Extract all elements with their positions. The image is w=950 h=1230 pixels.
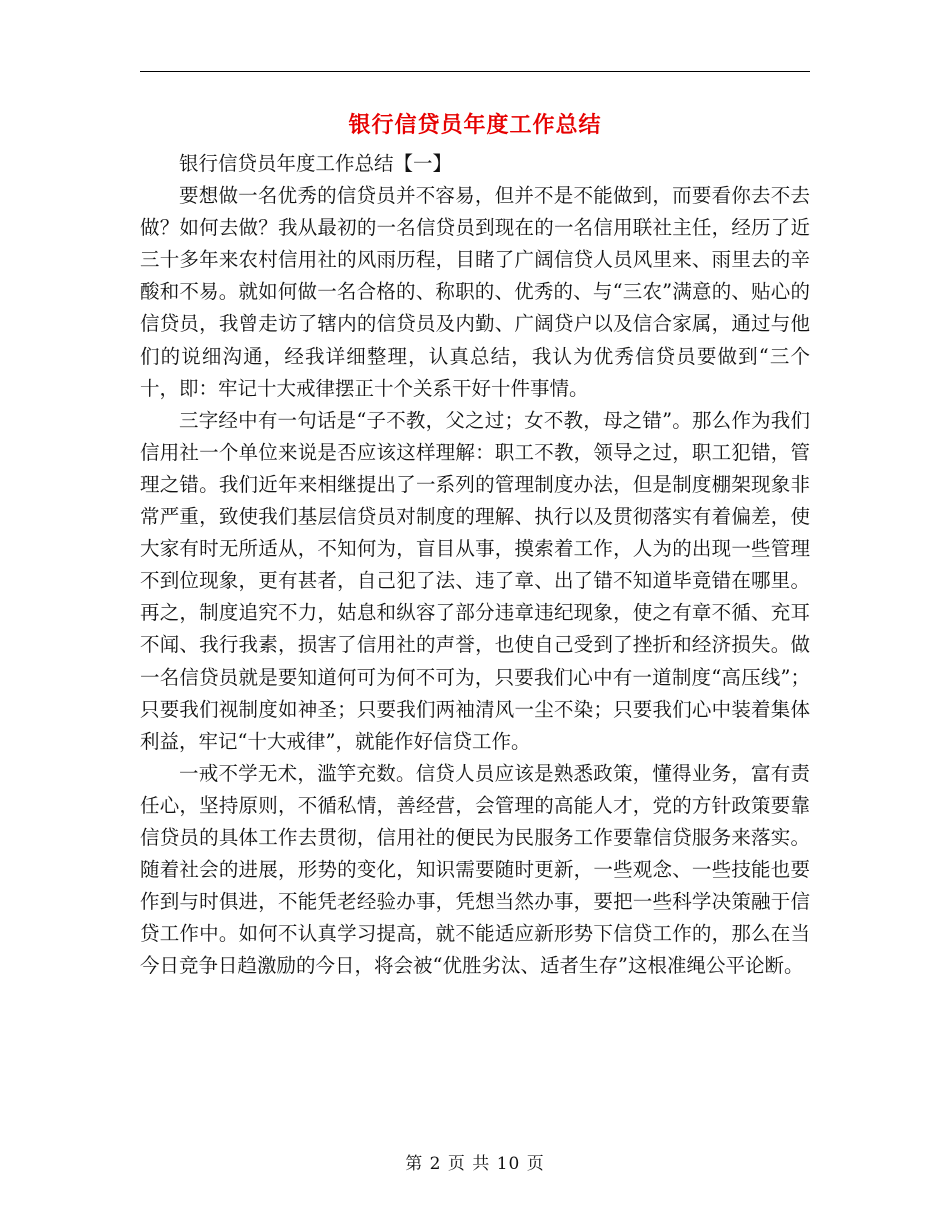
document-title: 银行信贷员年度工作总结 (348, 113, 602, 138)
body-paragraph: 三字经中有一句话是“子不教，父之过；女不教，母之错”。那么作为我们信用社一个单位来说是否应该这样理解：职工不教，领导之过，职工犯错，管理之错。我们近年来相继提出了一系列的管理制度办法，但是制度棚架现象非常严重，致使我们基层信贷员对制度的理解、执行以及贯彻落实有着偏差，使大家有时无所适从，不知何为，盲目从事，摸索着工作，人为的出现一些管理不到位现象，更有甚者，自己犯了法、违了章、出了错不知道毕竟错在哪里。再之，制度追究不力，姑息和纵容了部分违章违纪现象，使之有章不循、充耳不闻、我行我素，损害了信用社的声誉，也使自己受到了挫折和经济损失。做一名信贷员就是要知道何可为何不可为，只要我们心中有一道制度“高压线”；只要我们视制度如神圣；只要我们两袖清风一尘不染；只要我们心中装着集体利益，牢记“十大戒律”，就能作好信贷工作。 (140, 408, 810, 753)
page-number: 第 2 页 共 10 页 (405, 1154, 545, 1174)
document-body (140, 148, 810, 982)
body-paragraph: 一戒不学无术，滥竽充数。信贷人员应该是熟悉政策，懂得业务，富有责任心，坚持原则，不循私情，善经营，会管理的高能人才，党的方针政策要靠信贷员的具体工作去贯彻，信用社的便民为民服务工作要靠信贷服务来落实。随着社会的进展，形势的变化，知识需要随时更新，一些观念、一些技能也要作到与时俱进，不能凭老经验办事，凭想当然办事，要把一些科学决策融于信贷工作中。如何不认真学习提高，就不能适应新形势下信贷工作的，那么在当今日竞争日趋激励的今日，将会被“优胜劣汰、适者生存”这根准绳公平论断。 (140, 761, 810, 978)
header-rule (140, 71, 810, 72)
section-heading: 银行信贷员年度工作总结【一】 (179, 152, 453, 175)
body-paragraph: 要想做一名优秀的信贷员并不容易，但并不是不能做到，而要看你去不去做？如何去做？我从最初的一名信贷员到现在的一名信用联社主任，经历了近三十多年来农村信用社的风雨历程，目睹了广阔信贷人员风里来、雨里去的辛酸和不易。就如何做一名合格的、称职的、优秀的、与“三农”满意的、贴心的信贷员，我曾走访了辖内的信贷员及内勤、广阔贷户以及信合家属，通过与他们的说细沟通，经我详细整理，认真总结，我认为优秀信贷员要做到“三个十，即：牢记十大戒律摆正十个关系干好十件事情。 (140, 184, 810, 400)
